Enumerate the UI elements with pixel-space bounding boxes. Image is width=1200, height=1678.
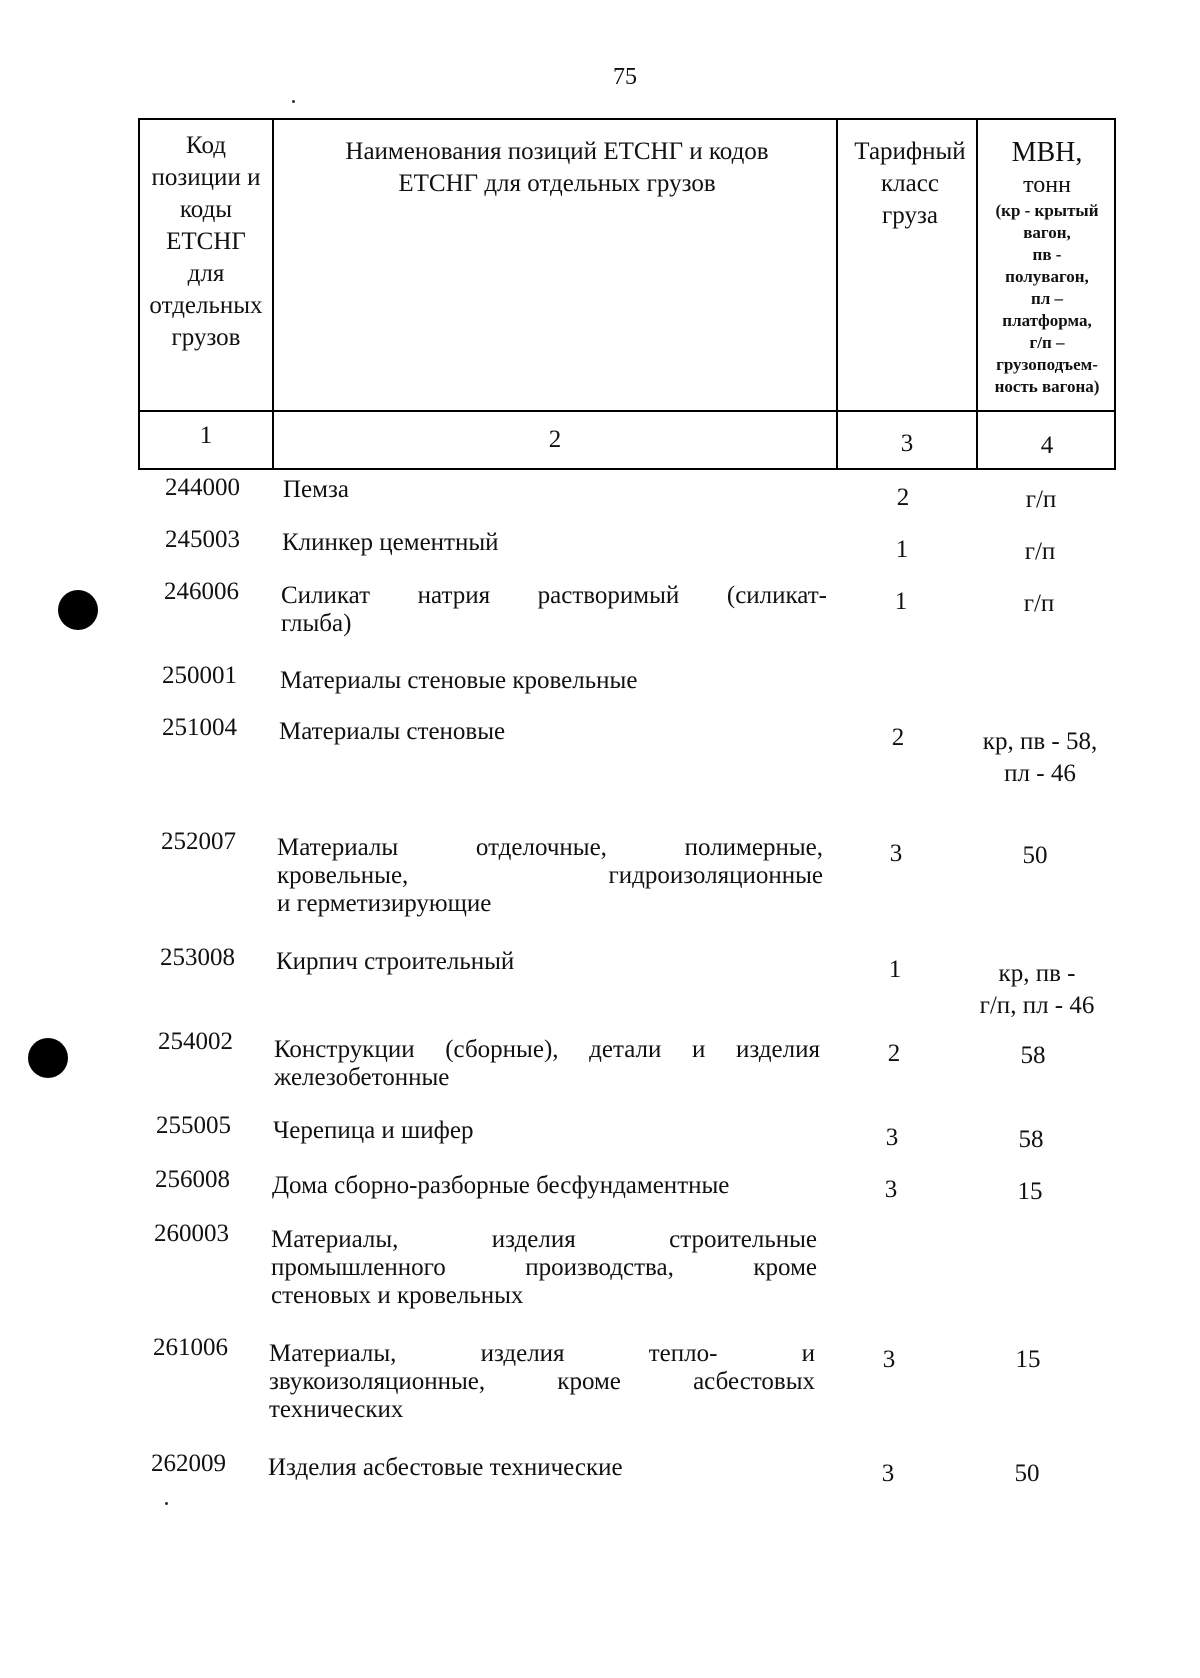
row-code: 251004	[162, 714, 237, 741]
row-mvn: 50	[1022, 842, 1048, 869]
row-name: Материалы отделочные, полимерные, кровельные, гидроизоляционные и герметизирующие	[277, 834, 823, 917]
row-name: Кирпич строительный	[276, 948, 515, 975]
binder-hole-mark-bottom	[28, 1038, 68, 1078]
column-number-3: 3	[900, 430, 914, 457]
row-class: 2	[896, 484, 910, 511]
row-name: Черепица и шифер	[273, 1117, 474, 1144]
row-code: 254002	[158, 1028, 233, 1055]
column-number-2: 2	[548, 426, 562, 453]
row-name: Силикат натрия растворимый (силикат- глыба)	[281, 582, 827, 637]
header-col-tariff-class: Тарифный класс груза	[854, 138, 966, 229]
row-mvn: кр, пв - г/п, пл - 46	[979, 960, 1095, 1019]
scan-speck	[165, 1502, 168, 1505]
header-col-name: Наименования позиций ЕТСНГ и кодов ЕТСНГ для отдельных грузов	[345, 138, 769, 197]
row-class: 1	[895, 536, 909, 563]
row-class: 3	[889, 840, 903, 867]
row-mvn: г/п	[1023, 590, 1055, 617]
column-number-1: 1	[199, 422, 213, 449]
row-name: Материалы, изделия тепло- и звукоизоляционные, кроме асбестовых технических	[269, 1340, 815, 1423]
row-mvn: 15	[1017, 1178, 1043, 1205]
row-class: 3	[884, 1176, 898, 1203]
row-name: Дома сборно-разборные бесфундаментные	[272, 1172, 730, 1199]
row-mvn: кр, пв - 58, пл - 46	[982, 728, 1098, 787]
header-col-mvn: МВН, тонн (кр - крытый вагон, пв - полувагон, пл – платформа, г/п – грузоподъем- ность вагона)	[994, 137, 1100, 396]
header-col-code: Код позиции и коды ЕТСНГ для отдельных грузов	[149, 132, 263, 351]
row-code: 250001	[162, 662, 237, 689]
row-mvn: 50	[1014, 1460, 1040, 1487]
row-code: 244000	[165, 474, 240, 501]
row-class: 3	[881, 1460, 895, 1487]
row-code: 246006	[164, 578, 239, 605]
row-name: Материалы стеновые	[279, 718, 506, 745]
row-class: 2	[891, 724, 905, 751]
row-name: Пемза	[283, 476, 349, 503]
row-class: 2	[887, 1040, 901, 1067]
row-name: Конструкции (сборные), детали и изделия железобетонные	[274, 1036, 820, 1091]
row-mvn: г/п	[1025, 486, 1057, 513]
row-code: 252007	[161, 828, 236, 855]
row-code: 245003	[165, 526, 240, 553]
row-class: 3	[885, 1124, 899, 1151]
row-code: 253008	[160, 944, 235, 971]
row-code: 262009	[151, 1450, 226, 1477]
row-class: 3	[882, 1346, 896, 1373]
row-name: Материалы стеновые кровельные	[280, 667, 638, 694]
scan-speck	[292, 100, 295, 103]
row-mvn: г/п	[1024, 538, 1056, 565]
row-code: 260003	[154, 1220, 229, 1247]
column-number-4: 4	[1040, 432, 1054, 459]
row-class: 1	[894, 588, 908, 615]
row-name: Клинкер цементный	[282, 529, 499, 556]
row-code: 255005	[156, 1112, 231, 1139]
row-code: 256008	[155, 1166, 230, 1193]
row-mvn: 58	[1018, 1126, 1044, 1153]
row-class: 1	[888, 956, 902, 983]
row-name: Изделия асбестовые технические	[268, 1454, 623, 1481]
row-name: Материалы, изделия строительные промышленного производства, кроме стеновых и кровельных	[271, 1226, 817, 1309]
row-mvn: 58	[1020, 1042, 1046, 1069]
row-code: 261006	[153, 1334, 228, 1361]
binder-hole-mark-top	[58, 590, 98, 630]
table-header	[138, 118, 1116, 470]
row-mvn: 15	[1015, 1346, 1041, 1373]
page-number: 75	[613, 64, 637, 90]
